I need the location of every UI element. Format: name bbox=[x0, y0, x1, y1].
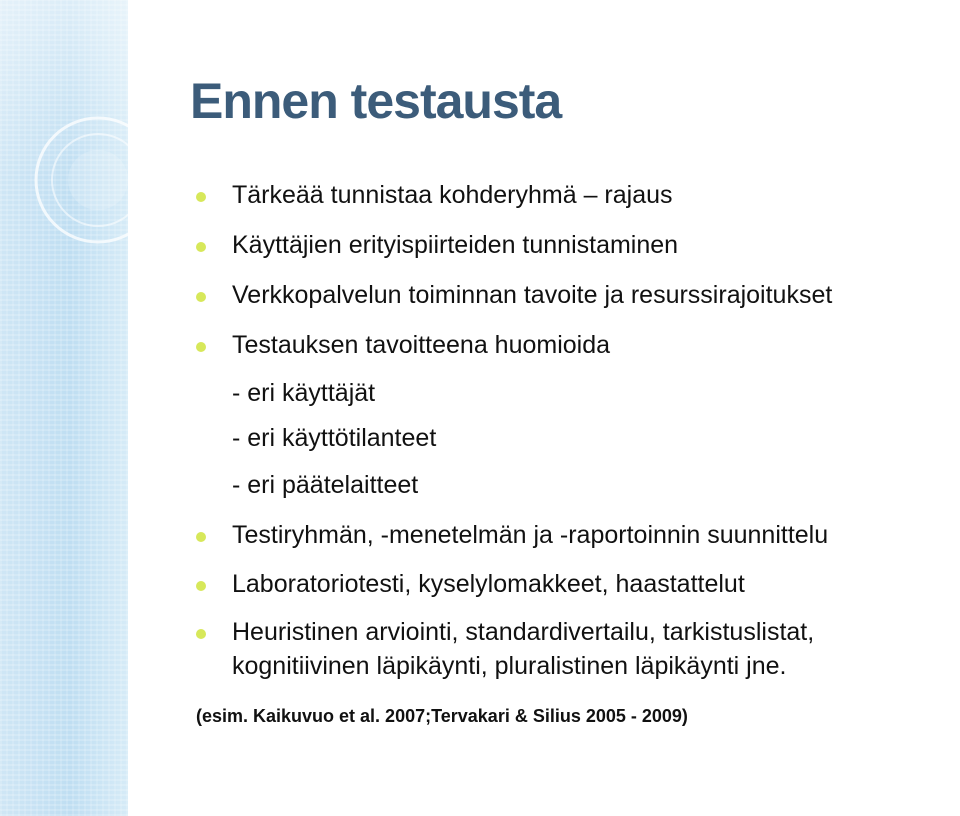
sub-item-text: - eri käyttötilanteet bbox=[232, 424, 437, 452]
bullet-item bbox=[196, 520, 956, 550]
sub-item-text: - eri päätelaitteet bbox=[232, 471, 419, 499]
sub-item bbox=[196, 378, 956, 408]
decorative-side-strip bbox=[0, 0, 128, 816]
bullet-text: Verkkopalvelun toiminnan tavoite ja resurssirajoitukset bbox=[232, 281, 833, 309]
bullet-dot-icon bbox=[196, 532, 206, 542]
bullet-item bbox=[196, 569, 956, 599]
bullet-text: Laboratoriotesti, kyselylomakkeet, haastattelut bbox=[232, 570, 745, 598]
sub-item bbox=[196, 470, 956, 500]
bullet-dot-icon bbox=[196, 342, 206, 352]
bullet-dot-icon bbox=[196, 242, 206, 252]
citation-text: (esim. Kaikuvuo et al. 2007;Tervakari & Silius 2005 - 2009) bbox=[196, 706, 688, 726]
bullet-text: Käyttäjien erityispiirteiden tunnistaminen bbox=[232, 231, 679, 259]
bullet-dot-icon bbox=[196, 629, 206, 639]
bullet-item bbox=[196, 180, 956, 210]
sub-item bbox=[196, 423, 956, 453]
bullet-item bbox=[196, 230, 956, 260]
bullet-text: Testiryhmän, -menetelmän ja -raportoinnin suunnittelu bbox=[232, 521, 829, 549]
bullet-continuation bbox=[196, 651, 956, 681]
decorative-circles-icon bbox=[0, 60, 128, 280]
bullet-dot-icon bbox=[196, 292, 206, 302]
sub-item-text: - eri käyttäjät bbox=[232, 379, 376, 407]
bullet-dot-icon bbox=[196, 192, 206, 202]
bullet-item bbox=[196, 280, 956, 310]
bullet-text: Testauksen tavoitteena huomioida bbox=[232, 331, 611, 359]
bullet-dot-icon bbox=[196, 581, 206, 591]
bullet-item bbox=[196, 617, 956, 647]
bullet-text: kognitiivinen läpikäynti, pluralistinen läpikäynti jne. bbox=[232, 652, 787, 680]
bullet-item bbox=[196, 330, 956, 360]
bullet-text: Tärkeää tunnistaa kohderyhmä – rajaus bbox=[232, 181, 673, 209]
bullet-text: Heuristinen arviointi, standardivertailu, tarkistuslistat, bbox=[232, 618, 815, 646]
slide-title: Ennen testausta bbox=[190, 73, 562, 129]
bullet-list bbox=[196, 180, 956, 681]
